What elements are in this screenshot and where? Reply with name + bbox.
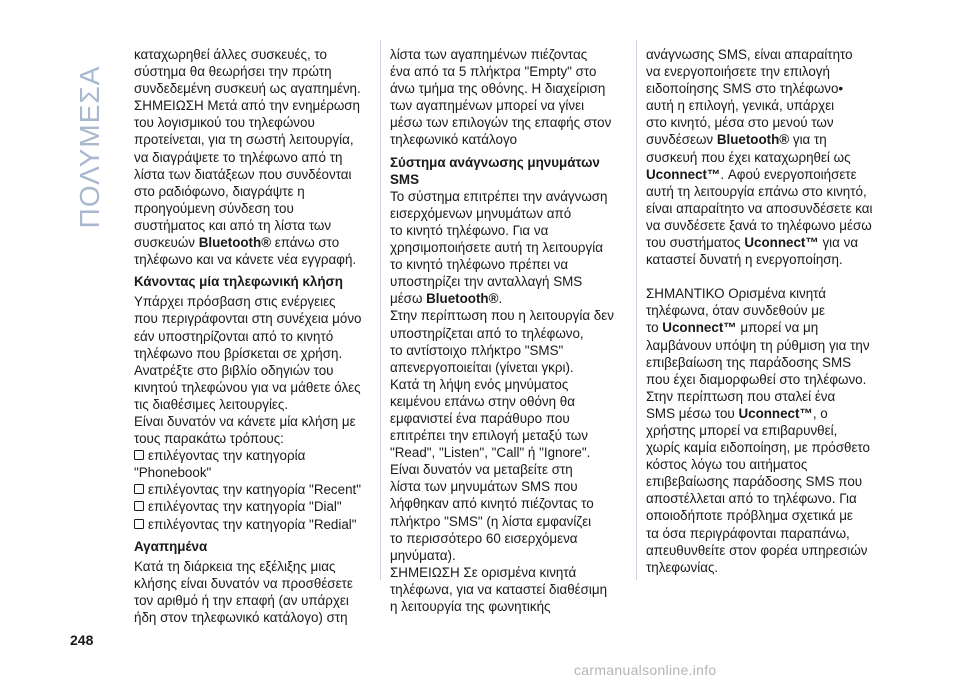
text-line: που περιγράφονται στη συνέχεια μόνο (134, 311, 362, 327)
text-line (390, 290, 628, 307)
bold-term: Bluetooth® (426, 291, 499, 307)
text-run: . Αφού ενεργοποιήσετε (720, 166, 857, 182)
text-line: κλήσης είναι δυνατόν να προσθέσετε (134, 575, 353, 591)
text-line: συστήματος και από τη λίστα των (134, 217, 332, 233)
text-run: επάνω στο (271, 235, 340, 251)
bullet-text: επιλέγοντας την κατηγορία "Dial" (148, 499, 342, 515)
text-line: ΣΗΜΕΙΩΣΗ Σε ορισμένα κινητά (390, 564, 577, 580)
checkbox-bullet-icon (134, 519, 144, 529)
heading-phone-call: Κάνοντας μία τηλεφωνική κλήση (134, 274, 343, 290)
text-line: η λειτουργία της φωνητικής (390, 599, 551, 614)
bold-term: Uconnect™ (646, 166, 721, 182)
text-line: απενεργοποιείται (γίνεται γκρι). (390, 359, 574, 375)
text-run: SMS μέσω του (646, 405, 739, 421)
text-line: χρησιμοποιήσετε αυτή τη λειτουργία (390, 240, 603, 256)
text-run: μπορεί να μη (736, 320, 819, 336)
text-line: Είναι δυνατόν να κάνετε μία κλήση με (134, 413, 356, 429)
text-line: τηλέφωνα, όταν συνδεθούν με (646, 303, 825, 319)
text-line: επιβεβαίωσης παράδοσης SMS που (646, 474, 863, 490)
text-line: τον αριθμό ή την επαφή (αν υπάρχει (134, 592, 349, 608)
text-line: καταστεί δυνατή η ενεργοποίηση. (646, 252, 843, 268)
text-line: τα όσα περιγράφονται παραπάνω, (646, 525, 850, 541)
text-line: λαμβάνουν υπόψη τη ρύθμιση για την (646, 337, 870, 353)
text-line: εισερχόμενων μηνυμάτων από (390, 205, 572, 221)
text-line: το κινητό τηλέφωνο πρέπει να (390, 257, 569, 273)
text-line: λίστα των μηνυμάτων SMS που (390, 479, 578, 495)
text-line: ΣΗΜΑΝΤΙΚΟ Ορισμένα κινητά (646, 286, 827, 302)
text-line: λίστα των διατάξεων που συνδέονται (134, 166, 352, 182)
text-line: να ενεργοποιήσετε την επιλογή (646, 64, 830, 80)
column-divider (380, 40, 381, 580)
text-line: λίστα των αγαπημένων πιέζοντας (390, 47, 588, 62)
text-line: ένα από τα 5 πλήκτρα "Empty" στο (390, 64, 597, 80)
text-line: τους παρακάτω τρόπους: (134, 431, 284, 447)
text-line: ήδη στον τηλεφωνικό κατάλογο) στη (134, 610, 348, 625)
text-line: συνδεδεμένη συσκευή ως αγαπημένη. (134, 81, 361, 97)
text-line: το αντίστοιχο πλήκτρο "SMS" (390, 342, 564, 358)
text-run: συσκευών (134, 235, 199, 251)
text-column-2 (390, 46, 628, 615)
text-line (646, 234, 886, 251)
text-line: μέσω των επιλογών της επαφής στον (390, 115, 612, 131)
text-line: Υπάρχει πρόσβαση στις ενέργειες (134, 294, 336, 310)
text-line: Στην περίπτωση που σταλεί ένα (646, 388, 836, 404)
section-title-text: ΠΟΛΥΜΕΣΑ (74, 65, 105, 229)
text-line: σύστημα θα θεωρήσει την πρώτη (134, 64, 332, 80)
text-line: λήφθηκαν από κινητό πιέζοντας το (390, 496, 594, 512)
text-column-1 (134, 46, 370, 626)
text-line: άνω τμήμα της οθόνης. Η διαχείριση (390, 81, 606, 97)
watermark-text: carmanualsonline.info (574, 662, 717, 678)
text-line: υποστηρίζεται από το τηλέφωνο, (390, 325, 584, 341)
bullet-text: επιλέγοντας την κατηγορία "Recent" (148, 482, 361, 498)
text-line: συσκευή που έχει καταχωρηθεί ως (646, 149, 851, 165)
text-line: το περισσότερο 60 εισερχόμενα (390, 530, 578, 546)
text-line: είναι απαραίτητο να αποσυνδέσετε και (646, 200, 873, 216)
heading-line: SMS (390, 171, 420, 187)
bullet-item (134, 516, 370, 533)
bold-term: Uconnect™ (662, 320, 737, 336)
heading-line: Σύστημα ανάγνωσης μηνυμάτων (390, 154, 600, 170)
text-line: "Read", "Listen", "Call" ή "Ignore". (390, 445, 591, 461)
text-line: στο ραδιόφωνο, διαγράψτε η (134, 183, 305, 199)
text-line (646, 319, 886, 336)
text-run: . (498, 291, 503, 307)
bold-term: Bluetooth® (716, 132, 790, 148)
text-line: απευθυνθείτε στον φορέα υπηρεσιών (646, 542, 868, 558)
text-line: εάν υποστηρίζονται από το κινητό (134, 328, 334, 344)
text-line: να συνδέσετε ξανά το τηλέφωνο μέσω (646, 217, 872, 233)
heading-favourites: Αγαπημένα (134, 538, 208, 554)
section-side-title (70, 42, 110, 252)
bold-term: Uconnect™ (738, 405, 813, 421)
text-line: κειμένου επάνω στην οθόνη θα (390, 393, 575, 409)
text-line: "Phonebook" (134, 465, 212, 481)
text-line: τηλεφωνίας. (646, 559, 719, 575)
text-line: Είναι δυνατόν να μεταβείτε στη (390, 462, 573, 478)
text-line: τηλέφωνο και να κάνετε νέα εγγραφή. (134, 252, 357, 268)
text-line: ανάγνωσης SMS, είναι απαραίτητο (646, 47, 853, 62)
text-run: συνδέσεων (646, 132, 717, 148)
text-line: τις διαθέσιμες λειτουργίες. (134, 396, 289, 412)
text-line: επιβεβαίωση της παράδοσης SMS (646, 354, 852, 370)
heading-sms-reader (390, 154, 628, 188)
text-line: Το σύστημα επιτρέπει την ανάγνωση (390, 188, 608, 204)
text-line: επιτρέπει την επιλογή μεταξύ των (390, 428, 588, 444)
bullet-text: επιλέγοντας την κατηγορία (148, 448, 306, 464)
bullet-item (134, 481, 370, 498)
text-line: Κατά τη λήψη ενός μηνύματος (390, 376, 569, 392)
bold-term: Bluetooth® (198, 235, 272, 251)
text-column-3 (646, 46, 886, 576)
text-run: το (646, 320, 663, 336)
text-line: Ανατρέξτε στο βιβλίο οδηγιών του (134, 362, 334, 378)
text-line (646, 131, 886, 148)
text-run: του συστήματος (646, 235, 745, 251)
bullet-item (134, 447, 370, 464)
text-line: τηλέφωνο που βρίσκεται σε χρήση. (134, 345, 343, 361)
text-line: που έχει διαμορφωθεί στο τηλέφωνο. (646, 371, 867, 387)
text-line: κόστος λόγω του αιτήματος (646, 457, 808, 473)
text-line: αποστέλλεται από το τηλέφωνο. Για (646, 491, 857, 507)
bullet-text: επιλέγοντας την κατηγορία "Redial" (148, 516, 357, 532)
text-line: οποιοδήποτε πρόβλημα σχετικά με (646, 508, 853, 524)
paragraph-gap (646, 268, 886, 285)
text-line: τηλεφωνικό κατάλογο (390, 132, 518, 148)
text-line: αυτή η επιλογή, γενικά, υπάρχει (646, 98, 835, 114)
text-line: ειδοποίησης SMS στο τηλέφωνο• (646, 81, 844, 97)
checkbox-bullet-icon (134, 450, 144, 460)
text-line: προτείνεται, για τη σωστή λειτουργία, (134, 132, 354, 148)
checkbox-bullet-icon (134, 484, 144, 494)
column-divider (636, 40, 637, 580)
text-line: στο κινητό, μέσα στο μενού των (646, 115, 834, 131)
text-run: για τη (789, 132, 827, 148)
text-line (134, 234, 370, 251)
text-line: Κατά τη διάρκεια της εξέλιξης μιας (134, 558, 336, 574)
text-line: αυτή τη λειτουργία επάνω στο κινητό, (646, 183, 867, 199)
text-run: μέσω (390, 291, 427, 307)
text-run: για να (818, 235, 859, 251)
text-line: χρήστης μπορεί να επιβαρυνθεί, (646, 422, 838, 438)
text-line: των αγαπημένων μπορεί να γίνει (390, 98, 585, 114)
text-line: καταχωρηθεί άλλες συσκευές, το (134, 47, 327, 62)
text-line: χωρίς καμία ειδοποίηση, με πρόσθετο (646, 440, 870, 456)
text-line: Στην περίπτωση που η λειτουργία δεν (390, 308, 614, 324)
text-line: ΣΗΜΕΙΩΣΗ Μετά από την ενημέρωση (134, 98, 360, 114)
checkbox-bullet-icon (134, 501, 144, 511)
text-line: κινητού τηλεφώνου για να μάθετε όλες (134, 379, 361, 395)
text-line: προηγούμενη σύνδεση του (134, 200, 294, 216)
text-line (646, 166, 886, 183)
text-line: υποστηρίζει την ανταλλαγή SMS (390, 274, 583, 290)
text-line: του λογισμικού του τηλεφώνου (134, 115, 315, 131)
bullet-item (134, 498, 370, 515)
text-line: να διαγράψετε το τηλέφωνο από τη (134, 149, 343, 165)
text-line: το κινητό τηλέφωνο. Για να (390, 222, 549, 238)
text-line: τηλέφωνα, για να καταστεί διαθέσιμη (390, 581, 608, 597)
text-line: μηνύματα). (390, 547, 456, 563)
bold-term: Uconnect™ (744, 235, 819, 251)
page-number: 248 (70, 632, 94, 648)
text-line: εμφανιστεί ένα παράθυρο που (390, 410, 570, 426)
text-line: πλήκτρο "SMS" (η λίστα εμφανίζει (390, 513, 592, 529)
text-run: , ο (812, 405, 828, 421)
text-line (646, 405, 886, 422)
